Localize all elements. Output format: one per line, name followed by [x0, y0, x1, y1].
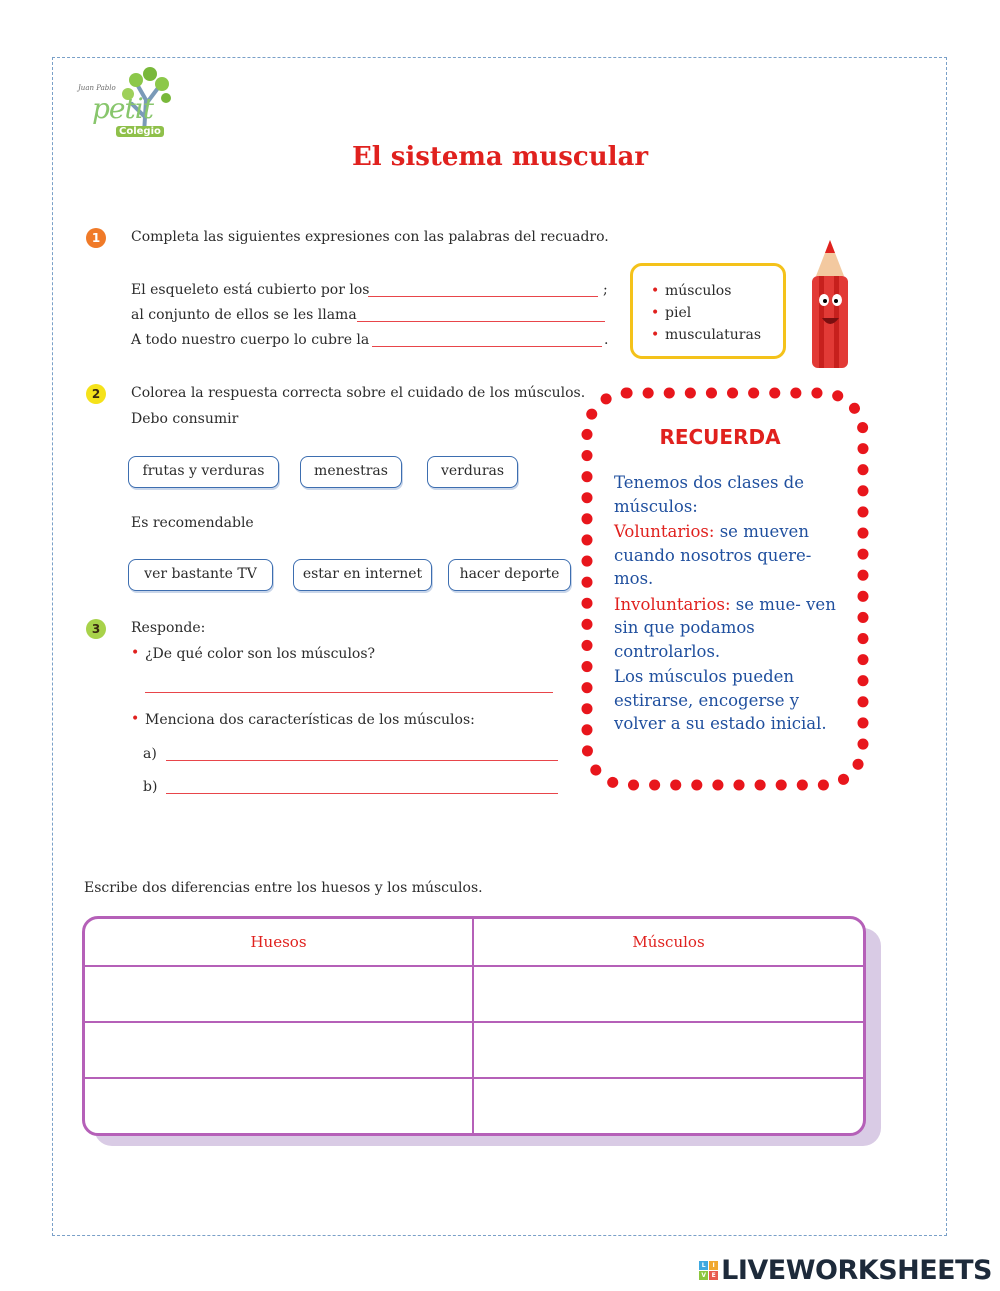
option-hacer-deporte[interactable]: hacer deporte [448, 559, 571, 591]
recuerda-intro: Tenemos dos clases de músculos: [614, 473, 805, 516]
q1-line-3-end: . [604, 332, 609, 348]
question-1-number: 1 [86, 228, 106, 248]
q3-answer-1-blank[interactable] [145, 692, 553, 693]
logo-brand-text: petit [92, 92, 153, 125]
liveworksheets-brand [699, 1255, 992, 1285]
recuerda-closing: Los músculos pueden estirarse, encogerse y volver a su estado inicial. [614, 667, 827, 733]
voluntarios-text: se mueven cuando nosotros quere- mos. [614, 522, 812, 588]
q3-label-a: a) [143, 746, 157, 762]
table-row [85, 967, 863, 1023]
q3-answer-a-blank[interactable] [166, 760, 558, 761]
involuntarios-label: Involuntarios: [614, 594, 731, 614]
page-title: El sistema muscular [351, 142, 649, 172]
logo-subtitle: Colegio [116, 126, 164, 137]
header-huesos: Huesos [85, 919, 474, 967]
table-cell-musculos[interactable] [474, 967, 863, 1023]
word-bank-item: • musculaturas [651, 324, 783, 346]
q1-line-1-blank[interactable] [368, 296, 598, 297]
q1-line-1-end: ; [603, 282, 608, 298]
q2-group-2-label: Es recomendable [131, 515, 254, 531]
logo-script-text: Juan Pablo [78, 84, 116, 92]
table-cell-huesos[interactable] [85, 1023, 474, 1079]
option-verduras[interactable]: verduras [427, 456, 518, 488]
option-ver-bastante-tv[interactable]: ver bastante TV [128, 559, 273, 591]
table-cell-musculos[interactable] [474, 1023, 863, 1079]
option-menestras[interactable]: menestras [300, 456, 402, 488]
liveworksheets-text: LIVEWORKSHEETS [721, 1254, 992, 1286]
q1-line-2-blank[interactable] [357, 321, 605, 322]
involuntarios-text: se mue- ven sin que podamos controlarlos. [614, 594, 836, 661]
pencil-character-icon [800, 238, 860, 373]
q3-question-1: ¿De qué color son los músculos? [145, 646, 376, 662]
table-row [85, 1079, 863, 1133]
q3-answer-b-blank[interactable] [166, 793, 558, 794]
q1-line-3-blank[interactable] [372, 346, 602, 347]
q3-label-b: b) [143, 779, 158, 795]
question-3-number: 3 [86, 619, 106, 639]
question-1-instruction: Completa las siguientes expresiones con las palabras del recuadro. [131, 229, 609, 245]
question-2-number: 2 [86, 384, 106, 404]
word-bank-item: • piel [651, 302, 783, 324]
q2-group-1-label: Debo consumir [131, 411, 239, 427]
q3-question-2: Menciona dos características de los músculos: [145, 712, 475, 728]
recuerda-voluntarios [614, 520, 854, 591]
liveworksheets-logo-icon: L I V E [699, 1261, 718, 1280]
school-logo [78, 64, 173, 144]
recuerda-body [614, 471, 854, 738]
table-cell-huesos[interactable] [85, 1079, 474, 1133]
bullet-icon: • [131, 645, 140, 661]
header-musculos: Músculos [474, 919, 863, 967]
differences-instruction: Escribe dos diferencias entre los huesos y los músculos. [84, 880, 483, 896]
option-estar-en-internet[interactable]: estar en internet [293, 559, 432, 591]
table-row [85, 1023, 863, 1079]
word-bank [630, 263, 786, 359]
word-bank-item: • músculos [651, 280, 783, 302]
table-cell-musculos[interactable] [474, 1079, 863, 1133]
voluntarios-label: Voluntarios: [614, 522, 715, 541]
option-frutas-y-verduras[interactable]: frutas y verduras [128, 456, 279, 488]
question-2-instruction: Colorea la respuesta correcta sobre el cuidado de los músculos. [131, 385, 586, 401]
q1-line-1-text: El esqueleto está cubierto por los [131, 282, 370, 298]
recuerda-involuntarios [614, 593, 854, 664]
bullet-icon: • [131, 711, 140, 727]
q1-line-3-text: A todo nuestro cuerpo lo cubre la [131, 332, 370, 348]
recuerda-title: RECUERDA [659, 425, 781, 449]
question-3-instruction: Responde: [131, 620, 206, 636]
table-cell-huesos[interactable] [85, 967, 474, 1023]
q1-line-2-text: al conjunto de ellos se les llama [131, 307, 357, 323]
differences-table [82, 916, 866, 1136]
